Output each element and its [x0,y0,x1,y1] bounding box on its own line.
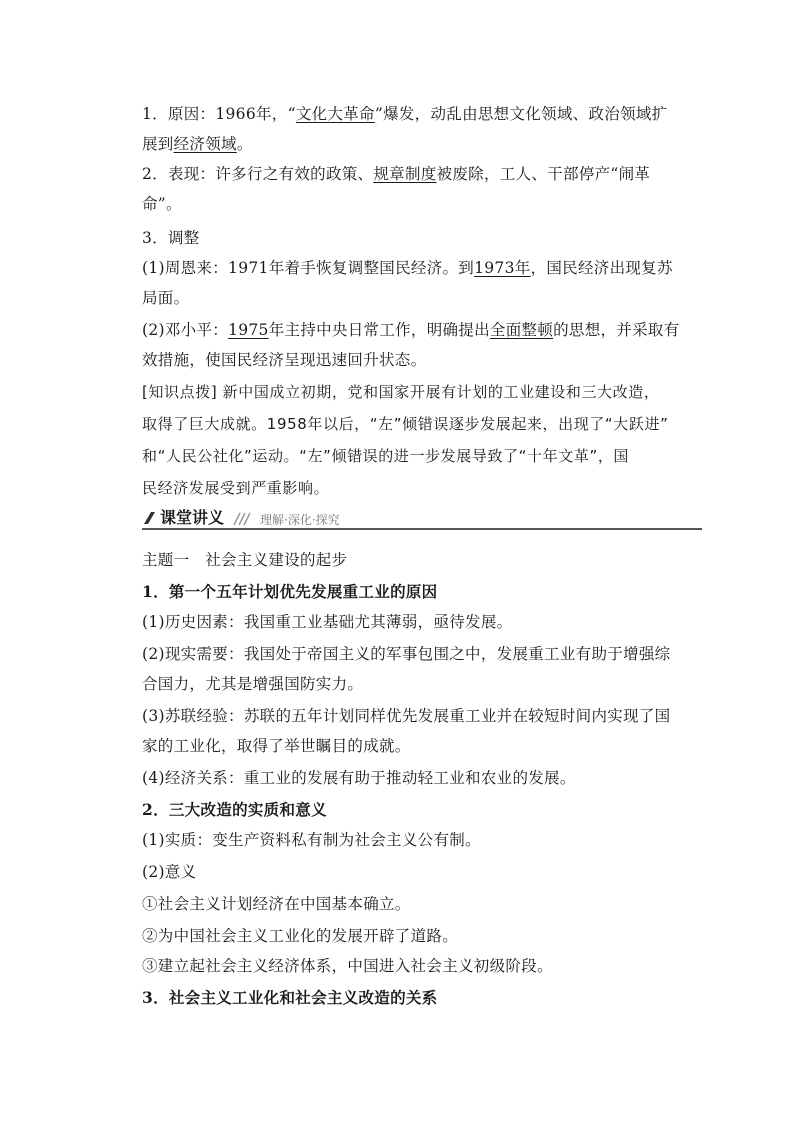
section-subtitle: 理解·深化·探究 [260,513,340,527]
adjustment-p1-line-1 [142,258,673,278]
significance-1: ①社会主义计划经济在中国基本确立。 [142,895,411,913]
reason-4: (4)经济关系：重工业的发展有助于推动轻工业和农业的发展。 [142,769,576,787]
underlined-term: 全面整顿 [489,321,554,339]
underlined-term: 文化大革命 [295,105,375,123]
significance-3: ③建立起社会主义经济体系，中国进入社会主义初级阶段。 [142,957,553,975]
adjustment-p2-line-1 [142,320,680,340]
text: 1．原因：1966年，“ [142,105,296,123]
text: ”爆发，动乱由思想文化领域、政治领域扩 [374,105,668,123]
reason-2-line-1: (2)现实需要：我国处于帝国主义的军事包围之中，发展重工业有助于增强综 [142,645,671,663]
section-divider [142,528,702,530]
knowledge-tip-line-4: 民经济发展受到严重影响。 [142,479,330,497]
cause-line-2 [142,134,253,154]
text: 的思想，并采取有 [553,321,680,339]
knowledge-tip-line-1: [知识点拨] 新中国成立初期，党和国家开展有计划的工业建设和三大改造， [142,383,660,401]
text: (1)周恩来：1971年着手恢复调整国民经济。到 [142,259,475,277]
underlined-term: 1975 [228,321,269,339]
underlined-term: 经济领域 [173,135,237,153]
manifestation-line-1 [142,164,650,184]
underlined-term: 规章制度 [373,165,437,183]
text: 。 [236,135,253,153]
reason-3-line-1: (3)苏联经验：苏联的五年计划同样优先发展重工业并在较短时间内实现了国 [142,707,671,725]
reason-1: (1)历史因素：我国重工业基础尤其薄弱，亟待发展。 [142,613,513,631]
topic-title: 主题一 社会主义建设的起步 [142,551,348,569]
heading-3: 3．社会主义工业化和社会主义改造的关系 [142,988,438,1007]
text: 年主持中央日常工作，明确提出 [268,321,490,339]
text: ，国民经济出现复苏 [530,259,673,277]
text: 2．表现：许多行之有效的政策、 [142,165,374,183]
significance-title: (2)意义 [142,863,197,881]
manifestation-line-2: 命”。 [142,195,182,213]
knowledge-tip-line-2: 取得了巨大成就。1958年以后，“左”倾错误逐步发展起来，出现了“大跃进” [142,415,669,433]
heading-2: 2．三大改造的实质和意义 [142,800,327,819]
decorative-stripes-icon [232,512,254,526]
adjustment-p2-line-2: 效措施，使国民经济呈现迅速回升状态。 [142,351,427,369]
underlined-term: 1973年 [474,259,531,277]
section-marker-icon [142,510,156,526]
text: 被废除，工人、干部停产“闹革 [436,165,651,183]
reason-3-line-2: 家的工业化，取得了举世瞩目的成就。 [142,737,411,755]
heading-1: 1．第一个五年计划优先发展重工业的原因 [142,582,438,601]
text: (2)邓小平： [142,321,229,339]
section-title: 课堂讲义 [160,508,225,527]
cause-line-1 [142,104,668,124]
text: 展到 [142,135,174,153]
essence: (1)实质：变生产资料私有制为社会主义公有制。 [142,831,481,849]
knowledge-tip-line-3: 和“人民公社化”运动。“左”倾错误的进一步发展导致了“十年文革”，国 [142,447,630,465]
section-header [142,508,702,532]
adjustment-title: 3．调整 [142,229,200,247]
adjustment-p1-line-2: 局面。 [142,289,190,307]
significance-2: ②为中国社会主义工业化的发展开辟了道路。 [142,927,459,945]
reason-2-line-2: 合国力，尤其是增强国防实力。 [142,675,364,693]
